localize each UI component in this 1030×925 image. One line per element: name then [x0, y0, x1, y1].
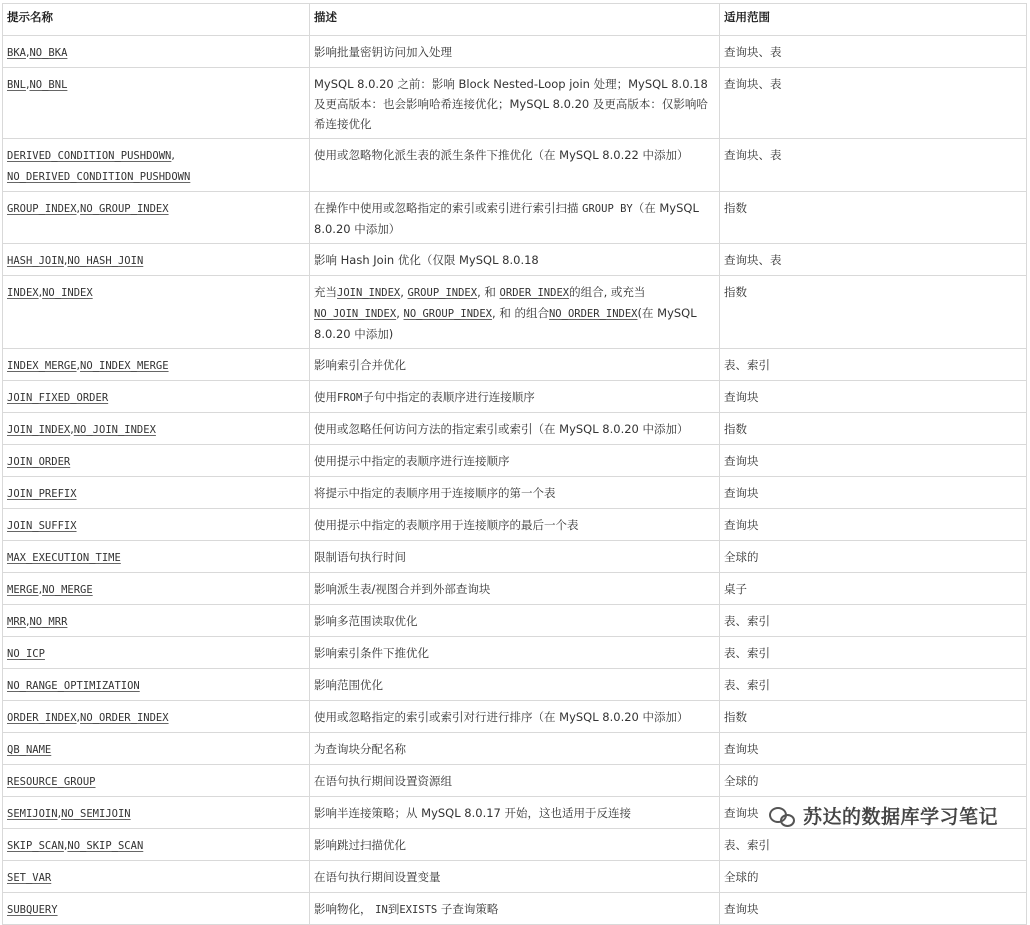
hint-name-link[interactable]: JOIN_FIXED_ORDER: [7, 392, 109, 404]
description-text: (在 MySQL 8.0.20 中添加): [314, 306, 697, 341]
inline-code[interactable]: ORDER_INDEX: [499, 287, 570, 299]
description-text: 到: [387, 902, 400, 916]
hint-name-link[interactable]: QB_NAME: [7, 744, 52, 756]
hint-name-cell: [3, 541, 310, 573]
hint-name-link[interactable]: NO_ORDER_INDEX: [80, 712, 169, 724]
description-text: 影响物化，: [314, 902, 376, 916]
description-text: 子句中指定的表顺序进行连接顺序: [362, 390, 535, 404]
hint-name-link[interactable]: MRR: [7, 616, 26, 628]
hint-name-link[interactable]: NO_RANGE_OPTIMIZATION: [7, 680, 140, 692]
description-cell: [310, 68, 720, 139]
separator: ,: [76, 711, 81, 724]
table-row: [3, 349, 1027, 381]
hint-name-link[interactable]: JOIN_INDEX: [7, 424, 71, 436]
separator: ,: [76, 359, 81, 372]
table-row: [3, 733, 1027, 765]
hint-name-link[interactable]: NO_DERIVED_CONDITION_PUSHDOWN: [7, 171, 191, 183]
watermark: [769, 802, 998, 829]
description-cell: [310, 541, 720, 573]
hint-name-cell: [3, 139, 310, 192]
description-text: （在 MySQL 8.0.20 中添加）: [314, 201, 699, 236]
hint-name-link[interactable]: NO_JOIN_INDEX: [73, 424, 156, 436]
scope-cell: 查询块、表: [720, 36, 1027, 68]
inline-code[interactable]: NO_ORDER_INDEX: [548, 308, 638, 320]
description-text: 影响 Hash Join 优化（仅限 MySQL 8.0.18: [314, 253, 539, 267]
table-row: [3, 893, 1027, 925]
separator: ,: [25, 46, 30, 59]
separator: ,: [25, 78, 30, 91]
hint-name-cell: [3, 445, 310, 477]
scope-cell: 表、索引: [720, 349, 1027, 381]
hint-name-link[interactable]: NO_INDEX_MERGE: [80, 360, 169, 372]
table-row: [3, 541, 1027, 573]
scope-cell: 查询块、表: [720, 244, 1027, 276]
table-row: [3, 861, 1027, 893]
hint-name-link[interactable]: GROUP_INDEX: [7, 203, 77, 215]
inline-code[interactable]: NO_GROUP_INDEX: [403, 308, 493, 320]
description-cell: [310, 893, 720, 925]
description-text: 使用或忽略物化派生表的派生条件下推优化（在 MySQL 8.0.22 中添加）: [314, 148, 689, 162]
hint-name-link[interactable]: DERIVED_CONDITION_PUSHDOWN: [7, 150, 172, 162]
description-cell: [310, 36, 720, 68]
hint-name-cell: [3, 605, 310, 637]
hint-name-cell: [3, 733, 310, 765]
separator: ,: [63, 254, 68, 267]
scope-cell: 表、索引: [720, 829, 1027, 861]
description-cell: [310, 349, 720, 381]
scope-cell: 指数: [720, 413, 1027, 445]
description-text: 使用提示中指定的表顺序用于连接顺序的最后一个表: [314, 518, 579, 532]
inline-code: FROM: [337, 392, 363, 404]
table-row: [3, 276, 1027, 349]
scope-cell: 指数: [720, 276, 1027, 349]
hint-name-link[interactable]: NO_ICP: [7, 648, 45, 660]
hint-name-link[interactable]: NO_HASH_JOIN: [67, 255, 144, 267]
hint-name-link[interactable]: INDEX: [7, 287, 39, 299]
separator: ,: [63, 839, 68, 852]
description-cell: [310, 276, 720, 349]
hint-name-link[interactable]: RESOURCE_GROUP: [7, 776, 96, 788]
scope-cell: 查询块: [720, 509, 1027, 541]
hint-name-cell: [3, 477, 310, 509]
hint-name-link[interactable]: JOIN_PREFIX: [7, 488, 77, 500]
description-text: 使用或忽略指定的索引或索引对行进行排序（在 MySQL 8.0.20 中添加）: [314, 710, 689, 724]
scope-cell: 全球的: [720, 541, 1027, 573]
scope-cell: 全球的: [720, 861, 1027, 893]
description-cell: [310, 829, 720, 861]
description-cell: [310, 509, 720, 541]
table-row: [3, 829, 1027, 861]
description-text: ,: [396, 306, 404, 320]
table-row: [3, 244, 1027, 276]
description-text: 充当: [314, 285, 337, 299]
description-text: 限制语句执行时间: [314, 550, 406, 564]
table-row: [3, 413, 1027, 445]
scope-cell: 查询块: [720, 797, 1027, 829]
hint-name-link[interactable]: BKA: [7, 47, 26, 59]
description-text: ,: [400, 285, 408, 299]
hint-name-cell: [3, 276, 310, 349]
description-cell: [310, 797, 720, 829]
table-row: [3, 573, 1027, 605]
separator: ,: [76, 202, 81, 215]
separator: ,: [70, 423, 74, 436]
separator: ,: [171, 149, 175, 162]
scope-cell: 全球的: [720, 765, 1027, 797]
table-row: [3, 477, 1027, 509]
description-text: 影响批量密钥访问加入处理: [314, 45, 452, 59]
description-cell: [310, 139, 720, 192]
hint-name-link[interactable]: SET_VAR: [7, 872, 52, 884]
table-row: [3, 509, 1027, 541]
hint-name-cell: [3, 701, 310, 733]
hint-name-cell: [3, 669, 310, 701]
description-text: 为查询块分配名称: [314, 742, 406, 756]
table-row: [3, 381, 1027, 413]
hint-name-cell: [3, 192, 310, 244]
scope-cell: 桌子: [720, 573, 1027, 605]
hint-name-link[interactable]: SKIP_SCAN: [7, 840, 64, 852]
header-hint-name: 提示名称: [3, 4, 310, 36]
description-text: , 和 的组合: [492, 306, 549, 320]
hint-name-link[interactable]: MAX_EXECUTION_TIME: [7, 552, 121, 564]
description-text: 使用或忽略任何访问方法的指定索引或索引（在 MySQL 8.0.20 中添加）: [314, 422, 689, 436]
scope-cell: 查询块: [720, 477, 1027, 509]
description-cell: [310, 637, 720, 669]
separator: ,: [57, 807, 62, 820]
description-text: 在操作中使用或忽略指定的索引或索引进行索引扫描: [314, 201, 583, 215]
table-row: [3, 36, 1027, 68]
hint-name-cell: [3, 893, 310, 925]
hint-name-cell: [3, 637, 310, 669]
scope-cell: 查询块、表: [720, 139, 1027, 192]
hint-name-link[interactable]: JOIN_SUFFIX: [7, 520, 77, 532]
scope-cell: 查询块: [720, 381, 1027, 413]
hint-name-cell: [3, 573, 310, 605]
scope-cell: 指数: [720, 192, 1027, 244]
hint-name-link[interactable]: JOIN_ORDER: [7, 456, 71, 468]
hint-name-link[interactable]: ORDER_INDEX: [7, 712, 77, 724]
scope-cell: 表、索引: [720, 605, 1027, 637]
description-text: 在语句执行期间设置资源组: [314, 774, 452, 788]
table-row: [3, 605, 1027, 637]
scope-cell: 表、索引: [720, 669, 1027, 701]
hint-name-link[interactable]: NO_SKIP_SCAN: [67, 840, 144, 852]
table-row: [3, 701, 1027, 733]
hint-name-cell: [3, 861, 310, 893]
description-cell: [310, 733, 720, 765]
optimizer-hints-table: [2, 3, 1027, 925]
scope-cell: 指数: [720, 701, 1027, 733]
hint-name-cell: [3, 68, 310, 139]
hint-name-link[interactable]: BNL: [7, 79, 26, 91]
description-text: 使用: [314, 390, 337, 404]
description-text: 影响派生表/视图合并到外部查询块: [314, 582, 491, 596]
description-text: 的组合, 或充当: [569, 285, 646, 299]
inline-code[interactable]: JOIN_INDEX: [337, 287, 401, 299]
table-row: [3, 445, 1027, 477]
description-text: 影响多范围读取优化: [314, 614, 418, 628]
table-row: [3, 192, 1027, 244]
description-text: 影响跳过扫描优化: [314, 838, 406, 852]
hint-name-cell: [3, 509, 310, 541]
hint-name-cell: [3, 829, 310, 861]
inline-code[interactable]: NO_JOIN_INDEX: [314, 308, 397, 320]
table-row: [3, 68, 1027, 139]
description-cell: [310, 244, 720, 276]
separator: ,: [25, 615, 30, 628]
description-cell: [310, 765, 720, 797]
scope-cell: 查询块: [720, 733, 1027, 765]
hint-name-link[interactable]: INDEX_MERGE: [7, 360, 77, 372]
hint-name-cell: [3, 244, 310, 276]
inline-code[interactable]: GROUP_INDEX: [407, 287, 478, 299]
scope-cell: 表、索引: [720, 637, 1027, 669]
hint-name-cell: [3, 36, 310, 68]
hint-name-link[interactable]: MERGE: [7, 584, 39, 596]
table-row: [3, 765, 1027, 797]
description-cell: [310, 669, 720, 701]
description-cell: [310, 573, 720, 605]
hint-name-link[interactable]: SEMIJOIN: [7, 808, 58, 820]
description-text: 影响索引条件下推优化: [314, 646, 429, 660]
description-cell: [310, 477, 720, 509]
table-row: [3, 669, 1027, 701]
table-header-row: [3, 4, 1027, 36]
separator: ,: [38, 583, 43, 596]
description-text: 影响范围优化: [314, 678, 383, 692]
description-text: 将提示中指定的表顺序用于连接顺序的第一个表: [314, 486, 556, 500]
hint-name-link[interactable]: HASH_JOIN: [7, 255, 64, 267]
hint-name-link[interactable]: NO_MERGE: [42, 584, 93, 596]
hint-name-link[interactable]: NO_INDEX: [42, 287, 93, 299]
description-text: 影响半连接策略；从 MySQL 8.0.17 开始，这也适用于反连接: [314, 806, 632, 820]
separator: ,: [38, 286, 43, 299]
description-text: 在语句执行期间设置变量: [314, 870, 441, 884]
inline-code: EXISTS: [399, 904, 438, 916]
scope-cell: 查询块、表: [720, 68, 1027, 139]
scope-cell: 查询块: [720, 445, 1027, 477]
description-text: , 和: [477, 285, 500, 299]
hint-name-cell: [3, 765, 310, 797]
hint-name-cell: [3, 349, 310, 381]
inline-code: IN: [375, 904, 388, 916]
description-cell: [310, 701, 720, 733]
table-body: [3, 36, 1027, 925]
table-row: [3, 139, 1027, 192]
table-row: [3, 637, 1027, 669]
description-cell: [310, 861, 720, 893]
description-cell: [310, 605, 720, 637]
hint-name-link[interactable]: SUBQUERY: [7, 904, 58, 916]
hint-name-link[interactable]: NO_SEMIJOIN: [61, 808, 131, 820]
description-cell: [310, 445, 720, 477]
scope-cell: 查询块: [720, 893, 1027, 925]
hint-name-cell: [3, 797, 310, 829]
hint-name-link[interactable]: NO_GROUP_INDEX: [80, 203, 169, 215]
hint-name-cell: [3, 413, 310, 445]
hint-name-link[interactable]: NO_MRR: [29, 616, 68, 628]
hint-name-cell: [3, 381, 310, 413]
hint-name-link[interactable]: NO_BKA: [29, 47, 68, 59]
description-cell: [310, 192, 720, 244]
inline-code: GROUP BY: [582, 203, 633, 215]
wechat-icon: [769, 805, 795, 827]
description-text: 使用提示中指定的表顺序进行连接顺序: [314, 454, 510, 468]
description-text: 子查询策略: [437, 902, 499, 916]
description-cell: [310, 381, 720, 413]
description-cell: [310, 413, 720, 445]
header-scope: 适用范围: [720, 4, 1027, 36]
hint-name-link[interactable]: NO_BNL: [29, 79, 68, 91]
description-text: 影响索引合并优化: [314, 358, 406, 372]
header-description: 描述: [310, 4, 720, 36]
watermark-text: 苏达的数据库学习笔记: [802, 806, 998, 828]
description-text: MySQL 8.0.20 之前：影响 Block Nested-Loop join 处理；MySQL 8.0.18 及更高版本：也会影响哈希连接优化；MySQL 8.0.20 及更高版本：仅影响哈希连接优化: [314, 77, 708, 131]
